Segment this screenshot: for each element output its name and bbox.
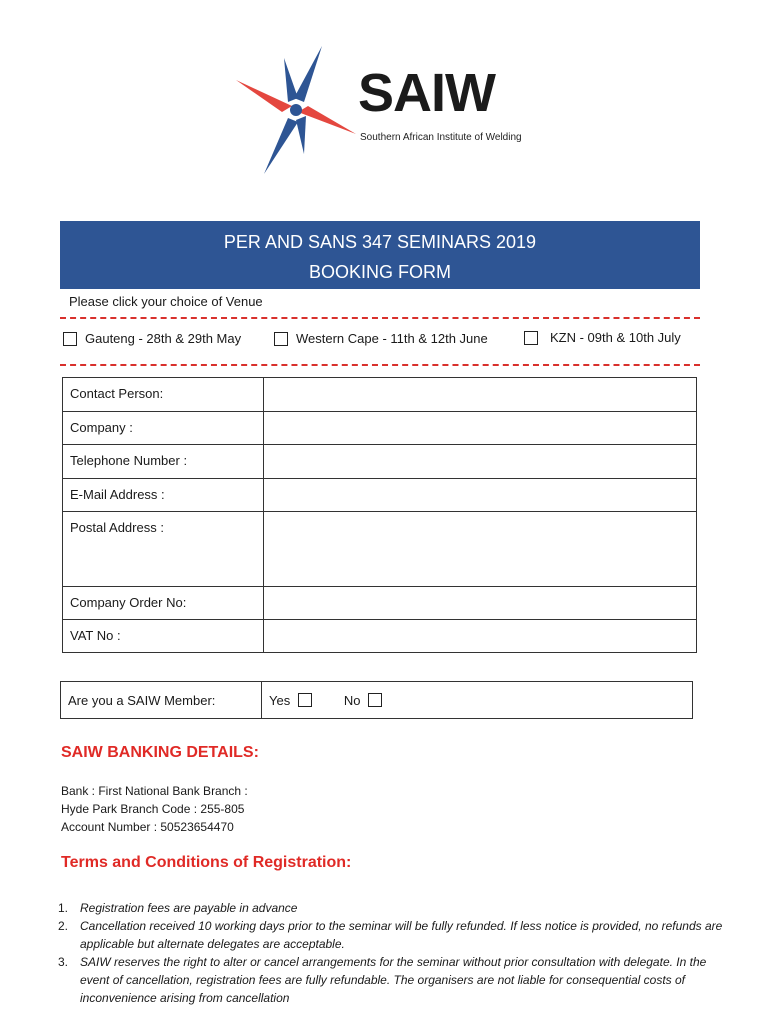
member-no-checkbox[interactable]	[368, 693, 382, 707]
telephone-label: Telephone Number :	[63, 445, 264, 479]
venue-kzn-label: KZN - 09th & 10th July	[550, 330, 681, 345]
member-question: Are you a SAIW Member:	[61, 682, 262, 719]
venue-western-cape-label: Western Cape - 11th & 12th June	[296, 331, 488, 346]
divider-top	[60, 317, 700, 319]
bank-line: Bank : First National Bank Branch :	[61, 784, 248, 798]
table-row	[63, 587, 697, 620]
term-text: Cancellation received 10 working days prior to the seminar will be fully refunded. If less notice is provided, no refunds are applicable but alternate delegates are acceptable.	[80, 919, 723, 951]
bank-line: Hyde Park Branch Code : 255-805	[61, 802, 245, 816]
venue-prompt: Please click your choice of Venue	[69, 294, 263, 309]
vat-no-label: VAT No :	[63, 620, 264, 653]
banner-title: PER AND SANS 347 SEMINARS 2019	[223, 232, 537, 252]
member-yes-label: Yes	[269, 692, 291, 708]
table-row	[63, 412, 697, 445]
contact-details-table	[62, 377, 697, 653]
terms-list	[58, 899, 728, 1007]
banner-subtitle: BOOKING FORM	[308, 262, 451, 282]
postal-address-label: Postal Address :	[63, 512, 264, 587]
member-yes-checkbox[interactable]	[298, 693, 312, 707]
table-row	[63, 620, 697, 653]
term-text: SAIW reserves the right to alter or cancel arrangements for the seminar without prior consultation with delegate. In the event of cancellation, registration fees are fully refundable. The organisers are not liable for consequential costs of inconvenience arising from cancellation	[80, 955, 707, 1005]
membership-table	[60, 681, 693, 719]
company-label: Company :	[63, 412, 264, 445]
term-number: 3.	[58, 955, 69, 969]
postal-address-field[interactable]	[264, 512, 697, 587]
terms-heading: Terms and Conditions of Registration:	[61, 854, 352, 871]
table-row	[63, 512, 697, 587]
telephone-field[interactable]	[264, 445, 697, 479]
logo-wordmark: SAIW	[358, 63, 495, 123]
order-no-label: Company Order No:	[63, 587, 264, 620]
venue-option-western-cape[interactable]	[274, 331, 488, 346]
venue-option-kzn[interactable]	[524, 330, 681, 345]
order-no-field[interactable]	[264, 587, 697, 620]
contact-person-label: Contact Person:	[63, 378, 264, 412]
member-yes-option[interactable]	[269, 693, 312, 708]
email-field[interactable]	[264, 479, 697, 512]
venue-gauteng-label: Gauteng - 28th & 29th May	[85, 331, 242, 346]
divider-bottom	[60, 364, 700, 366]
logo-tagline: Southern African Institute of Welding	[360, 132, 522, 143]
banking-heading: SAIW BANKING DETAILS:	[61, 744, 259, 761]
list-item	[58, 899, 728, 917]
list-item	[58, 917, 728, 953]
email-label: E-Mail Address :	[63, 479, 264, 512]
member-no-option[interactable]	[344, 693, 383, 708]
term-text: Registration fees are payable in advance	[80, 901, 298, 915]
venue-option-gauteng[interactable]	[63, 331, 241, 346]
venue-gauteng-checkbox[interactable]	[63, 332, 77, 346]
term-number: 2.	[58, 919, 69, 933]
contact-person-field[interactable]	[264, 378, 697, 412]
member-options	[262, 682, 693, 719]
table-row	[63, 378, 697, 412]
bank-line: Account Number : 50523654470	[61, 820, 234, 834]
company-field[interactable]	[264, 412, 697, 445]
banking-details	[61, 782, 248, 836]
venue-western-cape-checkbox[interactable]	[274, 332, 288, 346]
term-number: 1.	[58, 901, 69, 915]
member-no-label: No	[343, 692, 361, 708]
form-title-banner	[60, 221, 700, 289]
saiw-logo	[236, 44, 546, 176]
vat-no-field[interactable]	[264, 620, 697, 653]
list-item	[58, 953, 728, 1007]
table-row	[63, 479, 697, 512]
table-row	[63, 445, 697, 479]
compass-star-icon	[236, 44, 356, 176]
venue-kzn-checkbox[interactable]	[524, 331, 538, 345]
